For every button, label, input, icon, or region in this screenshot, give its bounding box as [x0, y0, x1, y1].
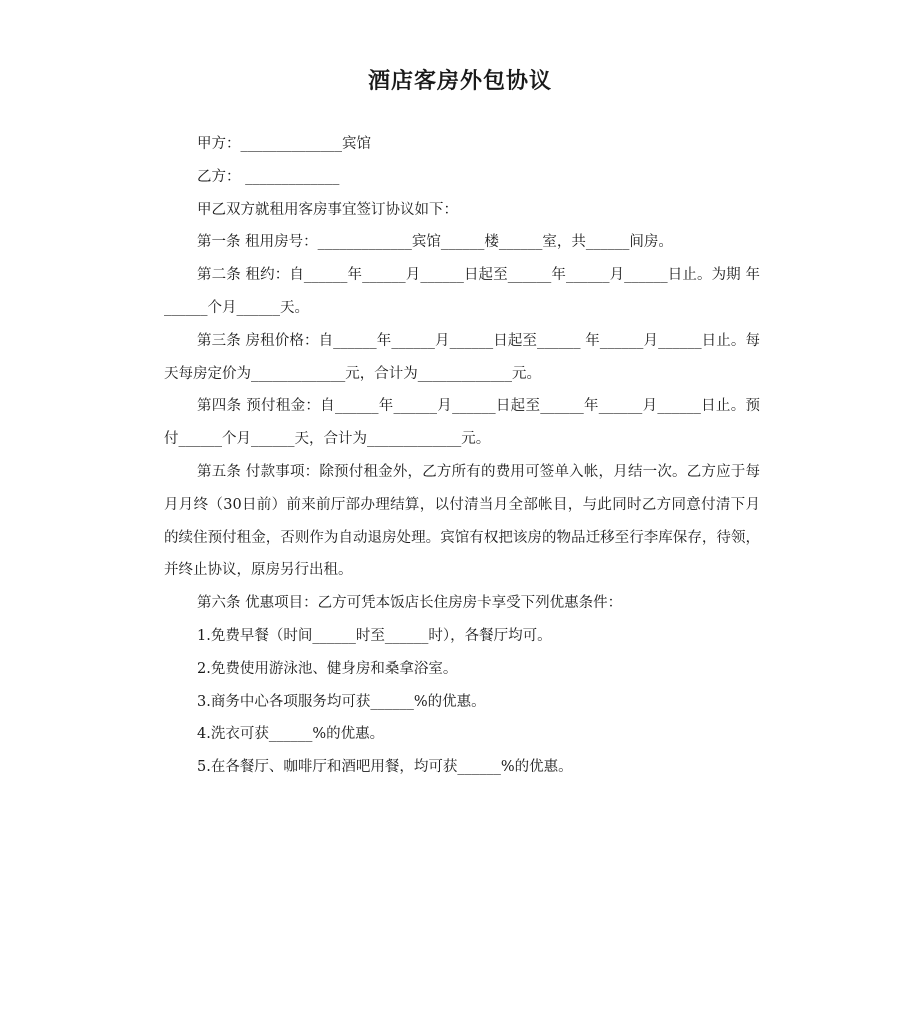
discount-item: 2.免费使用游泳池、健身房和桑拿浴室。: [197, 660, 458, 677]
agreement-body: [164, 128, 760, 784]
document-title: 酒店客房外包协议: [367, 69, 552, 94]
discount-item: 4.洗衣可获______%的优惠。: [197, 726, 385, 743]
article-6-discounts: 第六条 优惠项目：乙方可凭本饭店长住房房卡享受下列优惠条件：: [197, 595, 623, 612]
article-4-prepaid-rent: 第四条 预付租金：自______年______月______日起至______年______月______日止。预付______个月______天，合计为_____________元。: [164, 398, 760, 448]
party-a-line: 甲方：______________宾馆: [197, 136, 371, 152]
agreement-intro: 甲乙双方就租用客房事宜签订协议如下：: [197, 201, 458, 218]
discount-item: 3.商务中心各项服务均可获______%的优惠。: [197, 693, 486, 710]
article-2-lease-term: 第二条 租约：自______年______月______日起至______年______月______日止。为期 年______个月______天。: [164, 267, 760, 316]
article-5-payment-terms: 第五条 付款事项：除预付租金外，乙方所有的费用可签单入帐，月结一次。乙方应于每月月终（30日前）前来前厅部办理结算，以付清当月全部帐目，与此同时乙方同意付清下月的续住预付租金，否则作为自动退房处理。宾馆有权把该房的物品迁移至行李库保存，待领，并终止协议，原房另行出租。: [164, 463, 760, 579]
article-1-room-numbers: 第一条 租用房号：_____________宾馆______楼______室，共______间房。: [197, 234, 673, 251]
party-b-line: 乙方： _____________: [197, 168, 340, 185]
discount-item: 5.在各餐厅、咖啡厅和酒吧用餐，均可获______%的优惠。: [197, 759, 573, 776]
article-3-room-price: 第三条 房租价格：自______年______月______日起至______ 年______月______日止。每天每房定价为_____________元，合计为_____________元。: [164, 332, 760, 382]
discount-item: 1.免费早餐（时间______时至______时），各餐厅均可。: [197, 627, 552, 644]
